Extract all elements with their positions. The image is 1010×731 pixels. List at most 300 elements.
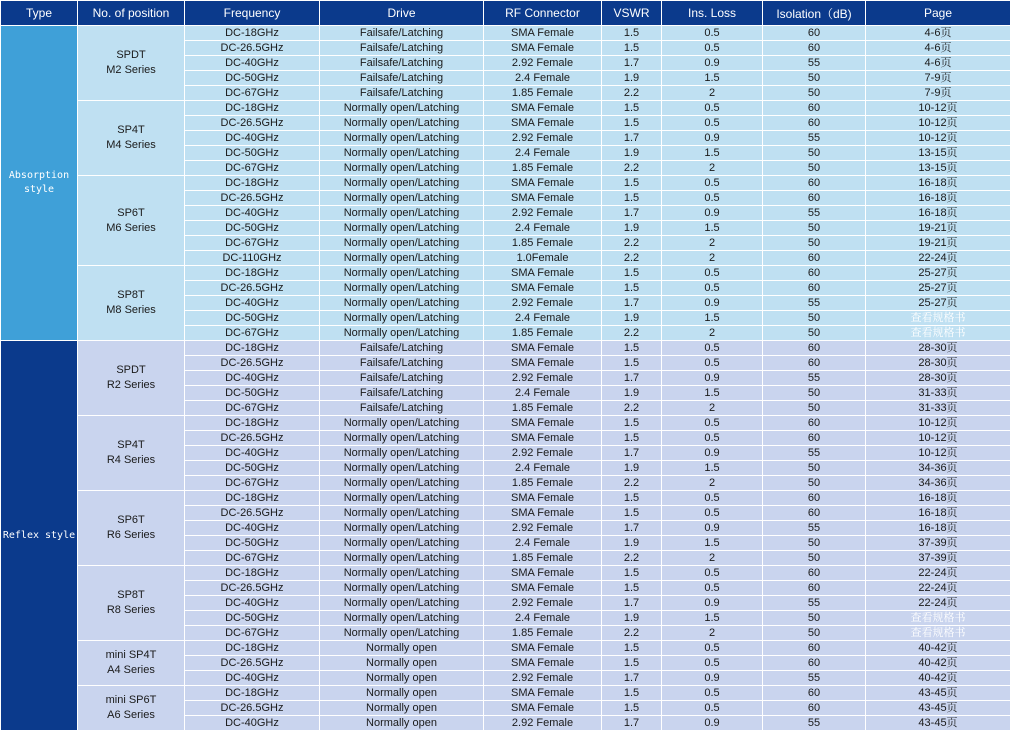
rf-connector-cell: 2.4 Female xyxy=(484,386,602,401)
rf-connector-cell: 2.4 Female xyxy=(484,146,602,161)
isolation-cell: 50 xyxy=(763,551,866,566)
ins-loss-cell: 0.5 xyxy=(662,686,763,701)
frequency-cell: DC-67GHz xyxy=(185,326,320,341)
vswr-cell: 2.2 xyxy=(602,161,662,176)
rf-connector-cell: 2.4 Female xyxy=(484,311,602,326)
isolation-cell: 50 xyxy=(763,536,866,551)
rf-connector-cell: SMA Female xyxy=(484,686,602,701)
drive-cell: Normally open xyxy=(320,716,484,731)
vswr-cell: 1.5 xyxy=(602,101,662,116)
vswr-cell: 1.5 xyxy=(602,191,662,206)
frequency-cell: DC-26.5GHz xyxy=(185,356,320,371)
ins-loss-cell: 2 xyxy=(662,251,763,266)
position-cell: SP8T R8 Series xyxy=(78,566,185,641)
drive-cell: Failsafe/Latching xyxy=(320,41,484,56)
rf-connector-cell: 2.92 Female xyxy=(484,371,602,386)
isolation-cell: 60 xyxy=(763,26,866,41)
isolation-cell: 60 xyxy=(763,641,866,656)
rf-connector-cell: 2.4 Female xyxy=(484,71,602,86)
table-row xyxy=(1,686,1010,701)
frequency-cell: DC-40GHz xyxy=(185,131,320,146)
ins-loss-cell: 0.9 xyxy=(662,716,763,731)
ins-loss-cell: 2 xyxy=(662,401,763,416)
ins-loss-cell: 0.5 xyxy=(662,701,763,716)
isolation-cell: 50 xyxy=(763,236,866,251)
isolation-cell: 50 xyxy=(763,311,866,326)
drive-cell: Normally open/Latching xyxy=(320,131,484,146)
isolation-cell: 60 xyxy=(763,656,866,671)
rf-connector-cell: 1.85 Female xyxy=(484,161,602,176)
frequency-cell: DC-18GHz xyxy=(185,686,320,701)
table-row xyxy=(1,491,1010,506)
page-cell: 查看规格书 xyxy=(866,626,1010,641)
isolation-cell: 60 xyxy=(763,341,866,356)
rf-connector-cell: 2.92 Female xyxy=(484,671,602,686)
ins-loss-cell: 0.9 xyxy=(662,371,763,386)
table-row xyxy=(1,641,1010,656)
frequency-cell: DC-26.5GHz xyxy=(185,281,320,296)
ins-loss-cell: 0.5 xyxy=(662,356,763,371)
ins-loss-cell: 0.5 xyxy=(662,641,763,656)
header-drive: Drive xyxy=(320,1,484,26)
drive-cell: Normally open/Latching xyxy=(320,266,484,281)
table-row xyxy=(1,266,1010,281)
position-cell: SP4T R4 Series xyxy=(78,416,185,491)
vswr-cell: 1.5 xyxy=(602,416,662,431)
isolation-cell: 50 xyxy=(763,221,866,236)
rf-connector-cell: 2.92 Female xyxy=(484,206,602,221)
table-row xyxy=(1,341,1010,356)
ins-loss-cell: 1.5 xyxy=(662,71,763,86)
rf-connector-cell: SMA Female xyxy=(484,416,602,431)
drive-cell: Normally open xyxy=(320,701,484,716)
vswr-cell: 2.2 xyxy=(602,86,662,101)
rf-connector-cell: 1.85 Female xyxy=(484,476,602,491)
frequency-cell: DC-18GHz xyxy=(185,101,320,116)
isolation-cell: 60 xyxy=(763,416,866,431)
isolation-cell: 55 xyxy=(763,371,866,386)
page-cell: 40-42页 xyxy=(866,641,1010,656)
ins-loss-cell: 0.5 xyxy=(662,41,763,56)
vswr-cell: 1.5 xyxy=(602,41,662,56)
drive-cell: Normally open/Latching xyxy=(320,281,484,296)
ins-loss-cell: 0.5 xyxy=(662,26,763,41)
isolation-cell: 50 xyxy=(763,386,866,401)
page-cell: 43-45页 xyxy=(866,686,1010,701)
drive-cell: Normally open/Latching xyxy=(320,236,484,251)
page-cell: 10-12页 xyxy=(866,416,1010,431)
page-cell: 40-42页 xyxy=(866,671,1010,686)
frequency-cell: DC-26.5GHz xyxy=(185,41,320,56)
page-cell: 28-30页 xyxy=(866,371,1010,386)
rf-connector-cell: 2.92 Female xyxy=(484,596,602,611)
page-cell: 4-6页 xyxy=(866,26,1010,41)
frequency-cell: DC-26.5GHz xyxy=(185,506,320,521)
isolation-cell: 60 xyxy=(763,491,866,506)
frequency-cell: DC-18GHz xyxy=(185,416,320,431)
vswr-cell: 2.2 xyxy=(602,476,662,491)
vswr-cell: 1.5 xyxy=(602,656,662,671)
vswr-cell: 1.5 xyxy=(602,431,662,446)
page-cell: 4-6页 xyxy=(866,41,1010,56)
vswr-cell: 2.2 xyxy=(602,551,662,566)
isolation-cell: 60 xyxy=(763,431,866,446)
page-cell: 22-24页 xyxy=(866,581,1010,596)
page-cell: 13-15页 xyxy=(866,161,1010,176)
drive-cell: Normally open/Latching xyxy=(320,611,484,626)
drive-cell: Normally open/Latching xyxy=(320,626,484,641)
frequency-cell: DC-50GHz xyxy=(185,311,320,326)
rf-connector-cell: 2.92 Female xyxy=(484,446,602,461)
table-body xyxy=(1,26,1010,731)
vswr-cell: 1.9 xyxy=(602,536,662,551)
ins-loss-cell: 0.5 xyxy=(662,416,763,431)
frequency-cell: DC-67GHz xyxy=(185,161,320,176)
page-cell: 34-36页 xyxy=(866,476,1010,491)
ins-loss-cell: 0.9 xyxy=(662,671,763,686)
ins-loss-cell: 0.5 xyxy=(662,266,763,281)
ins-loss-cell: 0.5 xyxy=(662,566,763,581)
drive-cell: Normally open/Latching xyxy=(320,251,484,266)
ins-loss-cell: 1.5 xyxy=(662,536,763,551)
drive-cell: Normally open/Latching xyxy=(320,176,484,191)
vswr-cell: 1.5 xyxy=(602,581,662,596)
ins-loss-cell: 2 xyxy=(662,626,763,641)
rf-connector-cell: 2.4 Female xyxy=(484,461,602,476)
isolation-cell: 60 xyxy=(763,281,866,296)
drive-cell: Normally open/Latching xyxy=(320,326,484,341)
vswr-cell: 1.5 xyxy=(602,266,662,281)
ins-loss-cell: 0.5 xyxy=(662,491,763,506)
ins-loss-cell: 0.9 xyxy=(662,296,763,311)
rf-connector-cell: SMA Female xyxy=(484,701,602,716)
page-cell: 10-12页 xyxy=(866,116,1010,131)
drive-cell: Normally open/Latching xyxy=(320,296,484,311)
rf-connector-cell: 2.92 Female xyxy=(484,56,602,71)
rf-connector-cell: SMA Female xyxy=(484,356,602,371)
ins-loss-cell: 1.5 xyxy=(662,311,763,326)
vswr-cell: 2.2 xyxy=(602,236,662,251)
ins-loss-cell: 0.9 xyxy=(662,521,763,536)
page-cell: 7-9页 xyxy=(866,71,1010,86)
drive-cell: Failsafe/Latching xyxy=(320,371,484,386)
frequency-cell: DC-18GHz xyxy=(185,566,320,581)
rf-connector-cell: 2.92 Female xyxy=(484,131,602,146)
drive-cell: Normally open xyxy=(320,641,484,656)
drive-cell: Normally open/Latching xyxy=(320,161,484,176)
frequency-cell: DC-50GHz xyxy=(185,71,320,86)
position-cell: SP8T M8 Series xyxy=(78,266,185,341)
table-row xyxy=(1,26,1010,41)
ins-loss-cell: 0.5 xyxy=(662,176,763,191)
page-cell: 34-36页 xyxy=(866,461,1010,476)
isolation-cell: 60 xyxy=(763,506,866,521)
rf-connector-cell: 1.85 Female xyxy=(484,626,602,641)
ins-loss-cell: 2 xyxy=(662,161,763,176)
vswr-cell: 1.5 xyxy=(602,26,662,41)
page-cell: 43-45页 xyxy=(866,716,1010,731)
frequency-cell: DC-40GHz xyxy=(185,446,320,461)
vswr-cell: 1.5 xyxy=(602,701,662,716)
ins-loss-cell: 1.5 xyxy=(662,221,763,236)
isolation-cell: 60 xyxy=(763,566,866,581)
isolation-cell: 55 xyxy=(763,671,866,686)
vswr-cell: 1.7 xyxy=(602,446,662,461)
header-vswr: VSWR xyxy=(602,1,662,26)
ins-loss-cell: 0.5 xyxy=(662,341,763,356)
rf-connector-cell: SMA Female xyxy=(484,266,602,281)
header-isolation: Isolation（dB) xyxy=(763,1,866,26)
frequency-cell: DC-50GHz xyxy=(185,536,320,551)
header-position: No. of position xyxy=(78,1,185,26)
vswr-cell: 1.7 xyxy=(602,371,662,386)
vswr-cell: 1.5 xyxy=(602,176,662,191)
frequency-cell: DC-26.5GHz xyxy=(185,581,320,596)
page-cell: 查看规格书 xyxy=(866,611,1010,626)
ins-loss-cell: 0.5 xyxy=(662,431,763,446)
drive-cell: Normally open/Latching xyxy=(320,431,484,446)
vswr-cell: 1.9 xyxy=(602,71,662,86)
page-cell: 查看规格书 xyxy=(866,311,1010,326)
ins-loss-cell: 2 xyxy=(662,86,763,101)
rf-connector-cell: 2.4 Female xyxy=(484,536,602,551)
frequency-cell: DC-18GHz xyxy=(185,341,320,356)
page-cell: 16-18页 xyxy=(866,521,1010,536)
frequency-cell: DC-50GHz xyxy=(185,221,320,236)
rf-connector-cell: 2.92 Female xyxy=(484,716,602,731)
drive-cell: Failsafe/Latching xyxy=(320,86,484,101)
drive-cell: Normally open xyxy=(320,686,484,701)
ins-loss-cell: 0.5 xyxy=(662,191,763,206)
vswr-cell: 1.7 xyxy=(602,131,662,146)
drive-cell: Normally open/Latching xyxy=(320,581,484,596)
rf-connector-cell: SMA Female xyxy=(484,116,602,131)
rf-connector-cell: SMA Female xyxy=(484,26,602,41)
drive-cell: Failsafe/Latching xyxy=(320,71,484,86)
isolation-cell: 60 xyxy=(763,251,866,266)
isolation-cell: 55 xyxy=(763,716,866,731)
drive-cell: Normally open/Latching xyxy=(320,416,484,431)
vswr-cell: 1.9 xyxy=(602,146,662,161)
page-cell: 16-18页 xyxy=(866,491,1010,506)
type-cell: Absorption style xyxy=(1,26,78,341)
isolation-cell: 50 xyxy=(763,401,866,416)
isolation-cell: 60 xyxy=(763,686,866,701)
drive-cell: Failsafe/Latching xyxy=(320,401,484,416)
page-cell: 25-27页 xyxy=(866,266,1010,281)
frequency-cell: DC-40GHz xyxy=(185,56,320,71)
vswr-cell: 2.2 xyxy=(602,401,662,416)
rf-connector-cell: SMA Female xyxy=(484,656,602,671)
drive-cell: Normally open/Latching xyxy=(320,311,484,326)
isolation-cell: 50 xyxy=(763,326,866,341)
page-cell: 10-12页 xyxy=(866,446,1010,461)
isolation-cell: 60 xyxy=(763,101,866,116)
vswr-cell: 1.7 xyxy=(602,56,662,71)
frequency-cell: DC-18GHz xyxy=(185,266,320,281)
frequency-cell: DC-67GHz xyxy=(185,626,320,641)
isolation-cell: 60 xyxy=(763,116,866,131)
drive-cell: Normally open/Latching xyxy=(320,566,484,581)
frequency-cell: DC-50GHz xyxy=(185,146,320,161)
rf-connector-cell: 1.85 Female xyxy=(484,551,602,566)
vswr-cell: 1.5 xyxy=(602,686,662,701)
isolation-cell: 55 xyxy=(763,596,866,611)
frequency-cell: DC-40GHz xyxy=(185,521,320,536)
frequency-cell: DC-26.5GHz xyxy=(185,656,320,671)
frequency-cell: DC-40GHz xyxy=(185,296,320,311)
position-cell: SP4T M4 Series xyxy=(78,101,185,176)
vswr-cell: 2.2 xyxy=(602,326,662,341)
page-cell: 16-18页 xyxy=(866,176,1010,191)
page-cell: 28-30页 xyxy=(866,356,1010,371)
drive-cell: Normally open/Latching xyxy=(320,191,484,206)
drive-cell: Normally open/Latching xyxy=(320,101,484,116)
isolation-cell: 55 xyxy=(763,131,866,146)
ins-loss-cell: 2 xyxy=(662,236,763,251)
rf-connector-cell: SMA Female xyxy=(484,431,602,446)
drive-cell: Normally open/Latching xyxy=(320,476,484,491)
rf-connector-cell: SMA Female xyxy=(484,491,602,506)
isolation-cell: 50 xyxy=(763,626,866,641)
drive-cell: Normally open xyxy=(320,656,484,671)
drive-cell: Normally open/Latching xyxy=(320,146,484,161)
ins-loss-cell: 2 xyxy=(662,551,763,566)
page-cell: 13-15页 xyxy=(866,146,1010,161)
ins-loss-cell: 0.9 xyxy=(662,596,763,611)
frequency-cell: DC-26.5GHz xyxy=(185,191,320,206)
position-cell: SP6T M6 Series xyxy=(78,176,185,266)
page-cell: 19-21页 xyxy=(866,221,1010,236)
drive-cell: Normally open/Latching xyxy=(320,446,484,461)
ins-loss-cell: 0.9 xyxy=(662,206,763,221)
frequency-cell: DC-67GHz xyxy=(185,236,320,251)
ins-loss-cell: 0.5 xyxy=(662,281,763,296)
vswr-cell: 1.9 xyxy=(602,386,662,401)
rf-connector-cell: 1.85 Female xyxy=(484,401,602,416)
rf-connector-cell: SMA Female xyxy=(484,176,602,191)
drive-cell: Normally open/Latching xyxy=(320,596,484,611)
frequency-cell: DC-67GHz xyxy=(185,551,320,566)
table-row xyxy=(1,566,1010,581)
drive-cell: Normally open/Latching xyxy=(320,506,484,521)
vswr-cell: 1.7 xyxy=(602,596,662,611)
rf-connector-cell: SMA Female xyxy=(484,191,602,206)
page-cell: 22-24页 xyxy=(866,566,1010,581)
rf-connector-cell: 1.85 Female xyxy=(484,236,602,251)
ins-loss-cell: 0.5 xyxy=(662,116,763,131)
rf-connector-cell: SMA Female xyxy=(484,566,602,581)
rf-connector-cell: 1.0Female xyxy=(484,251,602,266)
drive-cell: Failsafe/Latching xyxy=(320,356,484,371)
isolation-cell: 50 xyxy=(763,86,866,101)
frequency-cell: DC-18GHz xyxy=(185,491,320,506)
header-frequency: Frequency xyxy=(185,1,320,26)
page-cell: 10-12页 xyxy=(866,101,1010,116)
vswr-cell: 1.5 xyxy=(602,641,662,656)
rf-connector-cell: SMA Female xyxy=(484,281,602,296)
vswr-cell: 1.5 xyxy=(602,116,662,131)
page-cell: 22-24页 xyxy=(866,596,1010,611)
header-type: Type xyxy=(1,1,78,26)
header-page: Page xyxy=(866,1,1010,26)
rf-connector-cell: SMA Female xyxy=(484,41,602,56)
drive-cell: Normally open xyxy=(320,671,484,686)
isolation-cell: 60 xyxy=(763,356,866,371)
table-row xyxy=(1,176,1010,191)
isolation-cell: 55 xyxy=(763,296,866,311)
vswr-cell: 1.5 xyxy=(602,566,662,581)
rf-connector-cell: SMA Female xyxy=(484,506,602,521)
page-cell: 40-42页 xyxy=(866,656,1010,671)
isolation-cell: 50 xyxy=(763,146,866,161)
page-cell: 16-18页 xyxy=(866,191,1010,206)
frequency-cell: DC-26.5GHz xyxy=(185,701,320,716)
isolation-cell: 50 xyxy=(763,476,866,491)
frequency-cell: DC-18GHz xyxy=(185,641,320,656)
isolation-cell: 60 xyxy=(763,191,866,206)
drive-cell: Failsafe/Latching xyxy=(320,56,484,71)
vswr-cell: 1.5 xyxy=(602,506,662,521)
ins-loss-cell: 0.9 xyxy=(662,446,763,461)
rf-connector-cell: 2.92 Female xyxy=(484,521,602,536)
drive-cell: Normally open/Latching xyxy=(320,221,484,236)
drive-cell: Failsafe/Latching xyxy=(320,26,484,41)
vswr-cell: 1.9 xyxy=(602,611,662,626)
page-cell: 31-33页 xyxy=(866,401,1010,416)
vswr-cell: 1.7 xyxy=(602,521,662,536)
page-cell: 43-45页 xyxy=(866,701,1010,716)
table-row xyxy=(1,416,1010,431)
drive-cell: Normally open/Latching xyxy=(320,521,484,536)
rf-connector-cell: 2.92 Female xyxy=(484,296,602,311)
vswr-cell: 2.2 xyxy=(602,251,662,266)
isolation-cell: 50 xyxy=(763,461,866,476)
page-cell: 16-18页 xyxy=(866,506,1010,521)
vswr-cell: 1.7 xyxy=(602,206,662,221)
isolation-cell: 60 xyxy=(763,701,866,716)
isolation-cell: 50 xyxy=(763,161,866,176)
page-cell: 4-6页 xyxy=(866,56,1010,71)
rf-connector-cell: SMA Female xyxy=(484,641,602,656)
ins-loss-cell: 2 xyxy=(662,476,763,491)
isolation-cell: 60 xyxy=(763,581,866,596)
page-cell: 37-39页 xyxy=(866,536,1010,551)
frequency-cell: DC-26.5GHz xyxy=(185,116,320,131)
ins-loss-cell: 0.9 xyxy=(662,56,763,71)
frequency-cell: DC-50GHz xyxy=(185,386,320,401)
isolation-cell: 55 xyxy=(763,446,866,461)
type-cell: Reflex style xyxy=(1,341,78,731)
header-row xyxy=(1,1,1010,26)
vswr-cell: 1.5 xyxy=(602,281,662,296)
frequency-cell: DC-110GHz xyxy=(185,251,320,266)
drive-cell: Normally open/Latching xyxy=(320,116,484,131)
ins-loss-cell: 1.5 xyxy=(662,461,763,476)
frequency-cell: DC-67GHz xyxy=(185,401,320,416)
drive-cell: Failsafe/Latching xyxy=(320,341,484,356)
rf-connector-cell: 2.4 Female xyxy=(484,611,602,626)
frequency-cell: DC-40GHz xyxy=(185,371,320,386)
vswr-cell: 1.9 xyxy=(602,221,662,236)
ins-loss-cell: 0.9 xyxy=(662,131,763,146)
frequency-cell: DC-40GHz xyxy=(185,671,320,686)
vswr-cell: 1.9 xyxy=(602,311,662,326)
vswr-cell: 1.7 xyxy=(602,296,662,311)
rf-connector-cell: 1.85 Female xyxy=(484,326,602,341)
position-cell: mini SP6T A6 Series xyxy=(78,686,185,731)
vswr-cell: 1.5 xyxy=(602,341,662,356)
